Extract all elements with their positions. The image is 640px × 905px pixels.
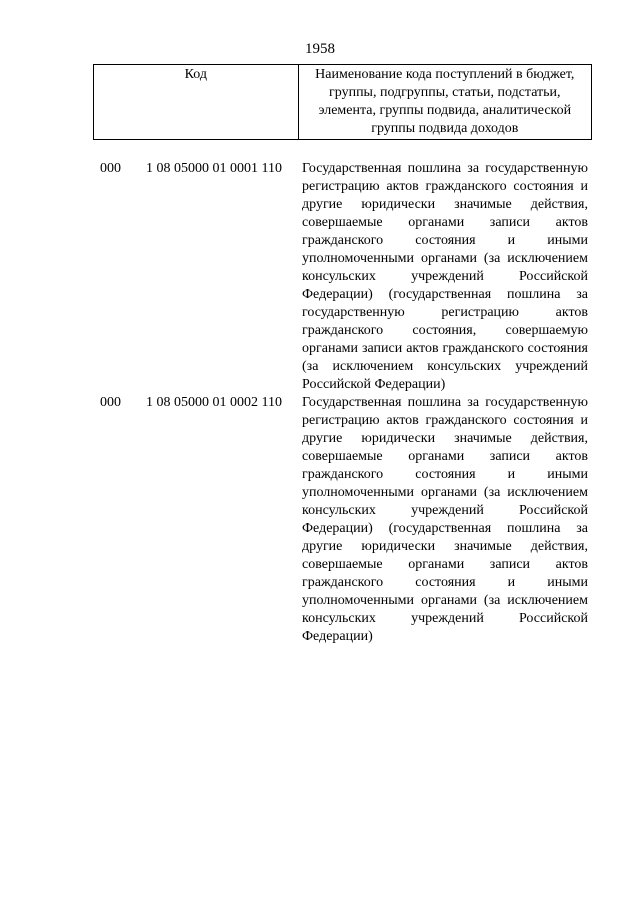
entry-row — [100, 394, 592, 646]
name-column-header: Наименование кода поступлений в бюджет, группы, подгруппы, статьи, подстатьи, элемента, группы подвида, аналитической группы подвида доходов — [298, 65, 591, 140]
revenue-code: 1 08 05000 01 0002 110 — [146, 395, 282, 410]
admin-code: 000 — [100, 395, 121, 410]
revenue-description: Государственная пошлина за государственную регистрацию актов гражданского состояния и другие юридически значимые действия, совершаемые органами записи актов гражданского состояния и иными уполномоченными органами (за исключением консульских учреждений Российской Федерации) (государственная пошлина за другие юридически значимые действия, совершаемые органами записи актов гражданского состояния и иными уполномоченными органами (за исключением консульских учреждений Российской Федерации) — [302, 395, 588, 644]
entries-list — [100, 160, 592, 646]
code-column-header: Код — [94, 65, 299, 140]
page-number: 1958 — [305, 41, 335, 57]
entry-row — [100, 160, 592, 394]
revenue-description: Государственная пошлина за государственную регистрацию актов гражданского состояния и другие юридически значимые действия, совершаемые органами записи актов гражданского состояния и иными уполномоченными органами (за исключением консульских учреждений Российской Федерации) (государственная пошлина за государственную регистрацию актов гражданского состояния, совершаемую органами записи актов гражданского состояния (за исключением консульских учреждений Российской Федерации) — [302, 161, 588, 392]
admin-code: 000 — [100, 161, 121, 176]
revenue-code: 1 08 05000 01 0001 110 — [146, 161, 282, 176]
header-table — [93, 64, 592, 140]
header-row — [94, 65, 592, 140]
